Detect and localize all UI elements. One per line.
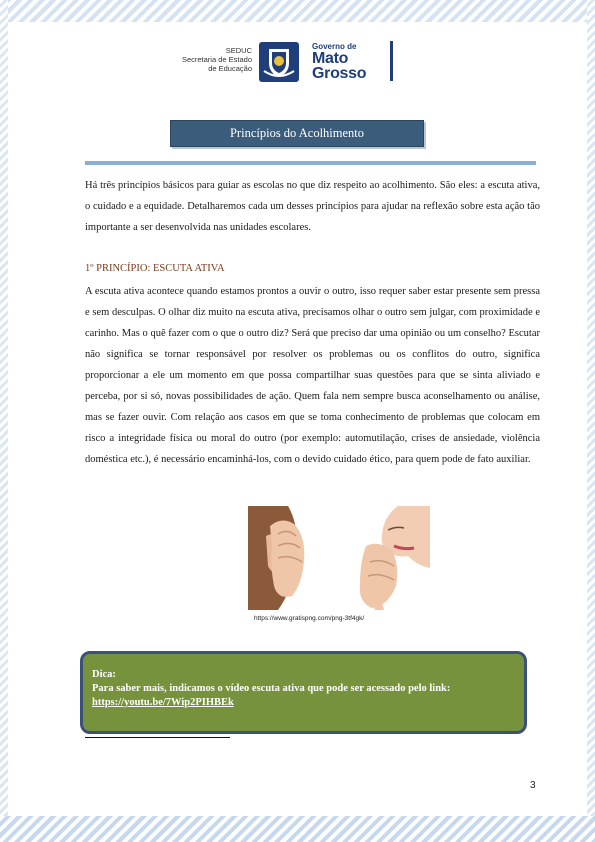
grosso-label: Grosso — [312, 65, 367, 82]
header-logos — [170, 40, 400, 84]
gov-label: Governo de — [312, 42, 357, 51]
principle-heading: 1º PRINCÍPIO: ESCUTA ATIVA — [85, 263, 225, 274]
decorative-left-border — [0, 0, 8, 842]
state-crest-icon — [258, 41, 300, 83]
title-underline — [85, 161, 536, 165]
intro-paragraph: Há três princípios básicos para guiar as escolas no que diz respeito ao acolhimento. São eles: a escuta ativa, o cuidado e a equidade. Detalharemos cada um desses princípios para ajudar na reflexão sobre esta ação tão importante a ser desenvolvida nas unidades escolares. — [85, 180, 540, 233]
tip-text-block — [92, 668, 450, 710]
seduc-line: SEDUC — [225, 46, 252, 55]
decorative-bottom-border — [0, 816, 595, 842]
tip-callout-box — [80, 651, 527, 734]
listening-hands-image — [248, 506, 430, 610]
seduc-line: Secretaria de Estado — [181, 55, 252, 64]
principle-body-paragraph: A escuta ativa acontece quando estamos prontos a ouvir o outro, isso requer saber estar presente sem pressa e sem desculpas. O olhar diz muito na escuta ativa, precisamos olhar o outro sem julgar, com proximidade e carinho. Mas o quê fazer com o que o outro diz? Será que preciso dar uma opinião ou um conselho? Escutar não significa se tornar responsável por resolver os problemas ou os conflitos do outro, significa proporcionar a ele um momento em que possa compartilhar suas questões para que se sinta aliviado e perceba, por si só, novas possibilidades de ação. Quem fala nem sempre busca aconselhamento ou análise, mas se fazer ouvir. Com relação aos casos em que se toma conhecimento de problemas que colocam em risco a integridade física ou moral do outro (por exemplo: automutilação, crises de ansiedade, violência doméstica etc.), é necessário encaminhá-los, com o devido cuidado ético, para quem pode de fato auxiliar. — [85, 286, 540, 465]
logo-divider — [390, 41, 393, 81]
section-title-box — [170, 120, 424, 147]
footnote-separator — [85, 737, 230, 738]
seduc-logo-text — [170, 46, 252, 73]
tip-video-link[interactable]: https://youtu.be/7Wip2PIHBEk — [92, 697, 234, 708]
government-logo — [312, 42, 366, 81]
seduc-line: de Educação — [208, 64, 252, 73]
decorative-right-border — [587, 0, 595, 842]
image-caption: https://www.gratispng.com/png-3tf4gk/ — [254, 615, 365, 622]
mato-label: Mato — [312, 50, 349, 67]
decorative-top-border — [0, 0, 595, 22]
tip-label: Dica: — [92, 669, 116, 680]
tip-description: Para saber mais, indicamos o vídeo escuta ativa que pode ser acessado pelo link: — [92, 683, 451, 694]
page-title: Princípios do Acolhimento — [229, 126, 365, 140]
page-number: 3 — [530, 780, 536, 791]
